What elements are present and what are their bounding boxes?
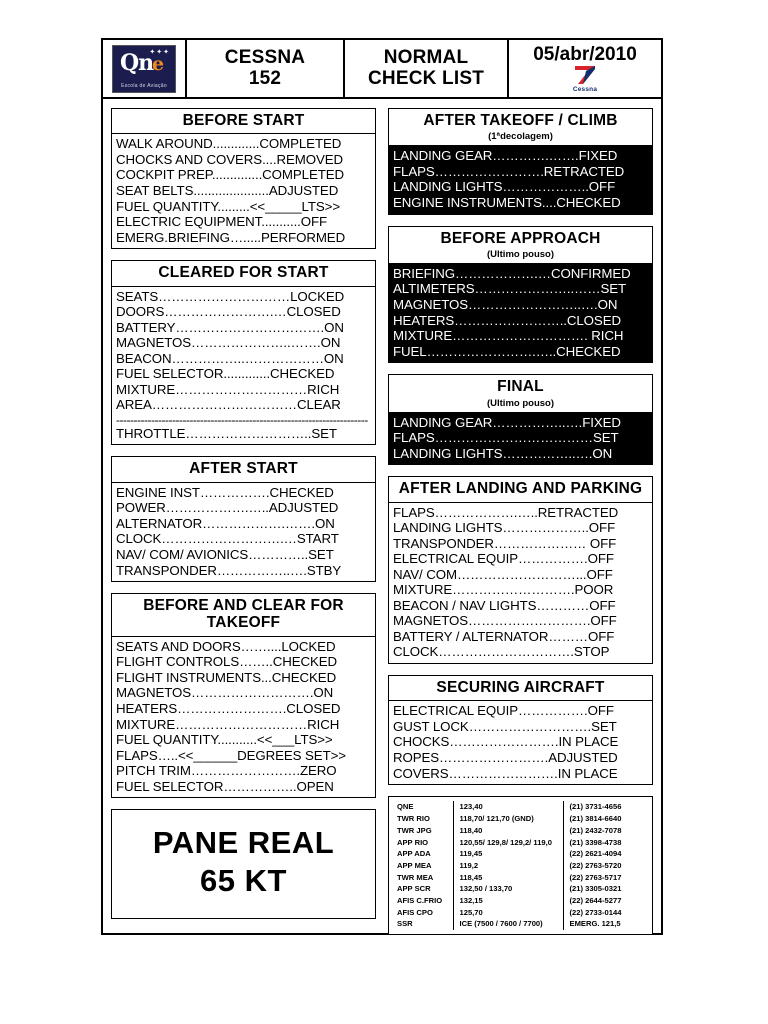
checklist-item[interactable]: ROPES…………………….ADJUSTED [393,750,618,766]
frequency-table [388,796,653,935]
document-header [103,40,661,99]
checklist-item[interactable]: FUEL QUANTITY...........<<___LTS>> [116,732,333,748]
frequency-frequency: 118,70/ 121,70 (GND) [453,813,563,825]
header-cell-aircraft [187,40,345,97]
checklist-item[interactable]: MIXTURE…………………………. RICH [393,328,624,344]
checklist-item[interactable]: AREA……………………………CLEAR [116,397,341,413]
checklist-item[interactable]: ENGINE INST…………….CHECKED [116,484,334,500]
checklist-item[interactable]: TRANSPONDER……………..….STBY [116,562,342,578]
checklist-item[interactable]: SEAT BELTS.....................ADJUSTED [116,183,339,198]
checklist-block-before-approach [388,226,653,364]
block-items-before-approach [389,264,652,362]
block-title-after-landing-and-parking: AFTER LANDING AND PARKING [389,477,652,502]
checklist-item[interactable]: COCKPIT PREP..............COMPLETED [116,167,345,183]
frequency-phone: (22) 2621-4094 [563,848,652,860]
frequency-phone: (21) 3814-6640 [563,813,652,825]
checklist-item[interactable]: SEATS…………………………LOCKED [116,288,345,304]
block-title-before-approach: BEFORE APPROACH [389,227,652,251]
checklist-item[interactable]: BATTERY / ALTERNATOR………OFF [393,628,615,644]
checklist-item[interactable]: FUEL QUANTITY.........<<_____LTS>> [116,198,340,214]
frequency-phone: (21) 3398-4738 [563,836,652,848]
checklist-separator: ------------------------------------------------------------------------ [116,412,368,426]
checklist-item[interactable]: WALK AROUND.............COMPLETED [116,136,342,152]
block-items-final [389,413,652,465]
frequency-row [389,860,652,872]
frequency-phone: (21) 3731-4656 [563,801,652,813]
frequency-station: APP RIO [397,837,429,847]
frequency-row [389,824,652,836]
checklist-sheet [101,38,663,935]
checklist-item[interactable]: CHOCKS…………………….IN PLACE [393,734,619,750]
block-items-after-landing-and-parking [389,503,652,663]
checklist-block-cleared-for-start [111,260,376,445]
document-date: 05/abr/2010 [533,43,637,65]
frequency-station: SSR [397,919,413,929]
frequency-frequency: 123,40 [453,801,563,813]
checklist-block-final [388,374,653,465]
frequency-frequency: 125,70 [453,906,563,918]
checklist-item[interactable]: CHOCKS AND COVERS....REMOVED [116,151,343,167]
stars-icon: ✦✦✦ [149,48,170,56]
block-items-securing-aircraft [389,701,652,784]
qne-logo-q: Qn [120,49,154,76]
checklist-item[interactable]: LANDING LIGHTS……………..….ON [393,445,613,461]
frequency-row [389,801,652,813]
checklist-item[interactable]: FUEL SELECTOR……………..OPEN [116,778,334,794]
checklist-item[interactable]: CLOCK……………………….…START [116,531,339,547]
frequency-station: TWR JPG [397,825,432,835]
checklist-item[interactable]: MIXTURE……………………….POOR [393,582,614,598]
checklist-item[interactable]: LANDING GEAR………….…….FIXED [393,148,618,164]
frequency-frequency: 118,45 [453,871,563,883]
checklist-item[interactable]: FUEL SELECTOR.............CHECKED [116,366,335,382]
frequency-row [389,871,652,883]
frequency-station: APP MEA [397,860,432,870]
checklist-block-after-start [111,456,376,582]
frequency-station: TWR MEA [397,872,434,882]
frequency-frequency: 132,15 [453,895,563,907]
checklist-item[interactable]: MAGNETOS……………………..….ON [393,297,618,312]
block-title-after-start: AFTER START [112,457,375,482]
checklist-item[interactable]: ELECTRICAL EQUIP…………….OFF [393,551,614,567]
frequency-row [389,848,652,860]
frequency-row [389,918,652,930]
block-subtitle-final: (Ultimo pouso) [389,398,652,413]
checklist-item[interactable]: FLAPS…..<<______DEGREES SET>> [116,747,346,763]
checklist-item[interactable]: ELECTRIC EQUIPMENT...........OFF [116,214,328,230]
frequency-phone: (22) 2763-5720 [563,860,652,872]
checklist-item[interactable]: FLIGHT CONTROLS……..CHECKED [116,654,338,670]
frequency-phone: (22) 2763-5717 [563,871,652,883]
checklist-item[interactable]: FUEL…………………….…..CHECKED [393,343,621,359]
block-items-before-and-clear-for-takeoff [112,637,375,797]
frequency-row [389,813,652,825]
checklist-item[interactable]: MAGNETOS…………………..…….ON [116,335,341,351]
frequency-phone: (22) 2733-0144 [563,906,652,918]
checklist-item[interactable]: ENGINE INSTRUMENTS....CHECKED [393,195,621,210]
header-cell-logo [103,40,187,97]
cessna-logo [562,66,608,92]
frequency-phone: (21) 3305-0321 [563,883,652,895]
checklist-item[interactable]: ALTERNATOR……………….…….ON [116,515,335,531]
frequency-phone: (21) 2432-7078 [563,824,652,836]
checklist-item[interactable]: NAV/ COM/ AVIONICS…………..SET [116,547,334,563]
pane-real-line2: 65 KT [200,863,287,899]
checklist-item[interactable]: PITCH TRIM…………………….ZERO [116,763,337,779]
block-title-after-takeoff-climb: AFTER TAKEOFF / CLIMB [389,109,652,133]
frequency-phone: EMERG. 121,5 [563,918,652,930]
checklist-item[interactable]: BEACON……………..………………ON [116,350,344,366]
block-title-securing-aircraft: SECURING AIRCRAFT [389,676,652,701]
checklist-item[interactable]: MAGNETOS……………………….ON [116,685,334,701]
checklist-item[interactable]: LANDING LIGHTS………………..OFF [393,520,616,536]
cessna-mark-icon [574,66,596,84]
qne-logo [112,45,176,93]
checklist-item[interactable]: HEATERS…………………….CLOSED [116,701,341,717]
block-items-after-takeoff-climb [389,146,652,213]
checklist-item[interactable]: LANDING GEAR……………..….FIXED [393,414,621,430]
frequency-frequency: 120,55/ 129,8/ 129,2/ 119,0 [453,836,563,848]
checklist-item[interactable]: FLAPS……………….…..RETRACTED [393,504,619,520]
frequency-phone: (22) 2644-5277 [563,895,652,907]
checklist-item[interactable]: THROTTLE………………………..SET [116,425,337,441]
block-items-after-start [112,483,375,581]
frequency-frequency: 119,2 [453,860,563,872]
frequency-frequency: 132,50 / 133,70 [453,883,563,895]
header-cell-title [345,40,509,97]
pane-real-panel [111,809,376,919]
checklist-block-securing-aircraft [388,675,653,785]
qne-logo-e: e [152,52,165,75]
checklist-item[interactable]: BRIEFING……………….…CONFIRMED [393,265,631,281]
checklist-item[interactable]: HEATERS……………………..CLOSED [393,312,621,328]
checklist-item[interactable]: FLAPS………………………………SET [393,430,619,446]
checklist-item[interactable]: FLAPS…………………….RETRACTED [393,163,625,179]
checklist-item[interactable]: CLOCK………………………….STOP [393,644,610,660]
frequency-row [389,836,652,848]
aircraft-make: CESSNA [224,46,306,68]
block-title-before-start: BEFORE START [112,109,375,134]
checklist-block-before-start [111,108,376,249]
checklist-item[interactable]: ELECTRICAL EQUIP…………….OFF [393,703,614,719]
checklist-item[interactable]: FLIGHT INSTRUMENTS...CHECKED [116,669,337,685]
checklist-block-after-landing-and-parking [388,476,653,664]
document-title-line2: CHECK LIST [368,67,484,89]
block-title-before-and-clear-for-takeoff: BEFORE AND CLEAR FOR TAKEOFF [112,594,375,637]
frequency-station: AFIS CPO [397,907,433,917]
checklist-block-after-takeoff-climb [388,108,653,215]
checklist-item[interactable]: EMERG.BRIEFING….....PERFORMED [116,229,346,245]
block-items-cleared-for-start [112,287,375,445]
frequency-row [389,906,652,918]
cessna-wordmark: Cessna [572,86,598,94]
frequency-row [389,895,652,907]
checklist-item[interactable]: ALTIMETERS…………………..……SET [393,281,627,297]
checklist-item[interactable]: DOORS…………………….…CLOSED [116,304,341,320]
frequency-station: TWR RIO [397,814,430,824]
checklist-item[interactable]: MAGNETOS……………………….OFF [393,613,617,629]
checklist-item[interactable]: BATTERY…………………………….ON [116,319,344,335]
checklist-item[interactable]: COVERS…………………….IN PLACE [393,765,618,781]
frequency-station: APP SCR [397,884,431,894]
frequency-station: AFIS C.FRIO [397,895,443,905]
frequency-frequency: 118,40 [453,824,563,836]
checklist-item[interactable]: MIXTURE…………………………RICH [116,716,340,732]
checklist-item[interactable]: NAV/ COM………………………...OFF [393,566,613,582]
frequency-frequency: 119,45 [453,848,563,860]
checklist-item[interactable]: BEACON / NAV LIGHTS…………OFF [393,597,616,613]
checklist-item[interactable]: MIXTURE…………………………RICH [116,381,340,397]
checklist-item[interactable]: TRANSPONDER………………… OFF [393,535,617,551]
left-column [111,108,376,935]
checklist-block-before-and-clear-for-takeoff [111,593,376,798]
frequency-station: APP ADA [397,849,431,859]
frequency-frequency: ICE (7500 / 7600 / 7700) [453,918,563,930]
frequency-row [389,883,652,895]
qne-logo-subtitle: Escola de Aviação [121,82,167,89]
aircraft-model: 152 [248,67,282,89]
checklist-item[interactable]: GUST LOCK……………………….SET [393,718,617,734]
checklist-columns [103,99,661,935]
block-title-final: FINAL [389,375,652,399]
right-column [388,108,653,935]
checklist-item[interactable]: POWER……………….…..ADJUSTED [116,500,339,516]
document-title-line1: NORMAL [383,46,469,68]
frequency-station: QNE [397,802,414,812]
block-subtitle-before-approach: (Ultimo pouso) [389,249,652,264]
block-items-before-start [112,134,375,248]
checklist-item[interactable]: LANDING LIGHTS………………..OFF [393,179,616,195]
block-title-cleared-for-start: CLEARED FOR START [112,261,375,286]
block-subtitle-after-takeoff-climb: (1ªdecolagem) [389,131,652,146]
pane-real-line1: PANE REAL [152,825,335,861]
checklist-item[interactable]: SEATS AND DOORS……....LOCKED [116,638,336,654]
header-cell-date [509,40,661,97]
